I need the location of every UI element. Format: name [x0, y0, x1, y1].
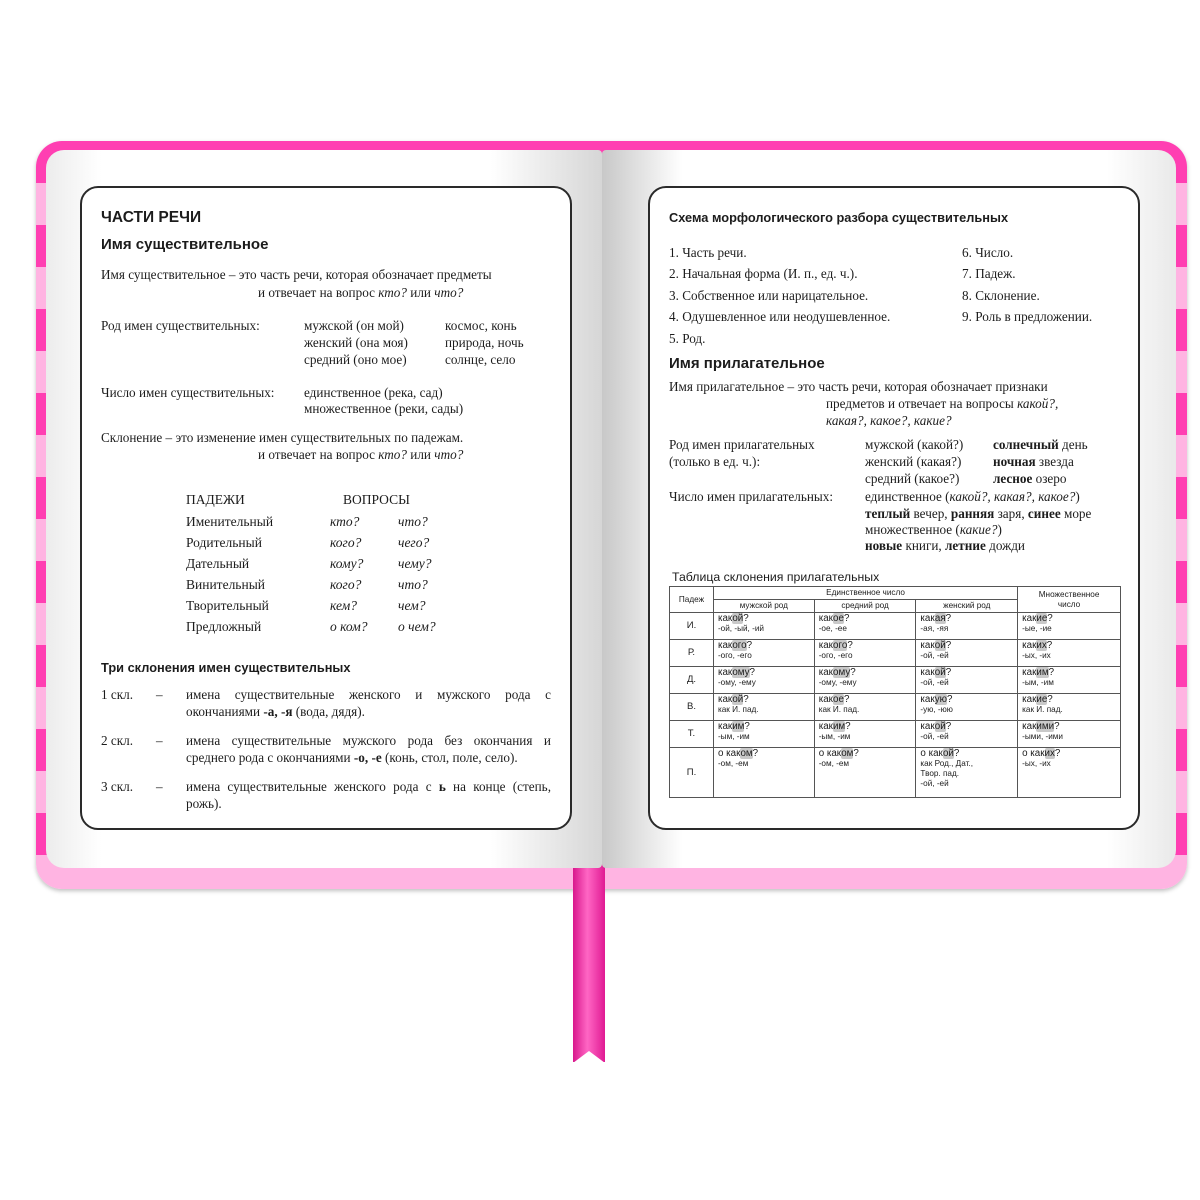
scheme-item: 4. Одушевленное или неодушевленное. — [669, 309, 891, 324]
neuter-cell: каким? -ым, -им — [814, 721, 916, 748]
feminine-cell: какой? -ой, -ей — [916, 721, 1018, 748]
scheme-item: 2. Начальная форма (И. п., ед. ч.). — [669, 266, 858, 281]
declension-line1: Склонение – это изменение имен существительных по падежам. — [101, 430, 464, 445]
neuter-cell: какому? -ому, -ему — [814, 667, 916, 694]
declension-dash: – — [156, 779, 163, 794]
scheme-item: 9. Роль в предложении. — [962, 309, 1093, 324]
table-row — [670, 640, 1121, 667]
noun-definition-line2: и отвечает на вопрос кто? или что? — [258, 285, 464, 300]
scheme-item: 1. Часть речи. — [669, 245, 747, 260]
noun-gender-kind: женский (она моя) — [304, 335, 408, 350]
masculine-cell: какой? -ой, -ый, -ий — [713, 613, 814, 640]
case-cell: П. — [670, 748, 714, 798]
feminine-cell: какая? -ая, -яя — [916, 613, 1018, 640]
header-plural: Множественное число — [1018, 587, 1121, 613]
scheme-item: 8. Склонение. — [962, 288, 1040, 303]
noun-title: Имя существительное — [101, 236, 269, 253]
case-cell: И. — [670, 613, 714, 640]
header-neuter: средний род — [814, 600, 916, 613]
declension-description: имена существительные женского рода с ь на конце (степь, рожь). — [186, 779, 551, 811]
cases-header-questions: ВОПРОСЫ — [343, 492, 410, 507]
feminine-cell: какой? -ой, -ей — [916, 667, 1018, 694]
case-cell: Р. — [670, 640, 714, 667]
masculine-cell: какой? как И. пад. — [713, 694, 814, 721]
section-title: ЧАСТИ РЕЧИ — [101, 209, 202, 226]
feminine-cell: какую? -ую, -юю — [916, 694, 1018, 721]
noun-gender-kind: средний (оно мое) — [304, 352, 407, 367]
declension-dash: – — [156, 733, 163, 748]
adjective-number-singular: единственное (какой?, какая?, какое?) — [865, 489, 1080, 504]
table-row — [670, 667, 1121, 694]
plural-cell: о каких? -ых, -их — [1018, 748, 1121, 798]
adjective-gender-kind: женский (какая?) — [865, 454, 962, 469]
adjective-gender-kind: мужской (какой?) — [865, 437, 964, 452]
feminine-cell: какой? -ой, -ей — [916, 640, 1018, 667]
noun-gender-label: Род имен существительных: — [101, 318, 260, 333]
table-header-row — [670, 587, 1121, 600]
declension-description: имена существительные мужского рода без окончания и среднего рода с окончаниями -о, -е (конь, стол, поле, село). — [186, 733, 551, 765]
masculine-cell: о каком? -ом, -ем — [713, 748, 814, 798]
adjective-definition-line1: Имя прилагательное – это часть речи, которая обозначает признаки — [669, 379, 1048, 394]
noun-number-label: Число имен существительных: — [101, 385, 275, 400]
adjective-gender-example: лесное озеро — [993, 471, 1067, 486]
neuter-cell: какое? -ое, -ее — [814, 613, 916, 640]
header-masculine: мужской род — [713, 600, 814, 613]
adjective-title: Имя прилагательное — [669, 355, 825, 372]
noun-gender-example: космос, конь — [445, 318, 517, 333]
table-row — [670, 721, 1121, 748]
neuter-cell: какое? как И. пад. — [814, 694, 916, 721]
scheme-item: 5. Род. — [669, 331, 706, 346]
masculine-cell: какому? -ому, -ему — [713, 667, 814, 694]
adjective-number-plural-examples: новые книги, летние дожди — [865, 538, 1025, 553]
bookmark-ribbon — [573, 860, 605, 1062]
adjective-gender-example: ночная звезда — [993, 454, 1074, 469]
adjective-definition-line3: какая?, какое?, какие? — [826, 413, 952, 428]
feminine-cell: о какой? как Род., Дат., Твор. пад. -ой, -ей — [916, 748, 1018, 798]
scheme-title: Схема морфологического разбора существительных — [669, 210, 1009, 225]
declension-number: 2 скл. — [101, 733, 134, 748]
case-cell: Д. — [670, 667, 714, 694]
plural-cell: каких? -ых, -их — [1018, 640, 1121, 667]
plural-cell: каким? -ым, -им — [1018, 667, 1121, 694]
masculine-cell: каким? -ым, -им — [713, 721, 814, 748]
neuter-cell: какого? -ого, -его — [814, 640, 916, 667]
three-declensions-title: Три склонения имен существительных — [101, 660, 351, 675]
adjective-gender-example: солнечный день — [993, 437, 1088, 452]
case-row: Предложный о ком? о чем? — [186, 619, 436, 634]
case-row: Винительный кого? что? — [186, 577, 428, 592]
scheme-item: 6. Число. — [962, 245, 1014, 260]
declension-line2: и отвечает на вопрос кто? или что? — [258, 447, 464, 462]
header-case: Падеж — [670, 587, 714, 613]
adjective-gender-note: (только в ед. ч.): — [669, 454, 761, 469]
case-row: Творительный кем? чем? — [186, 598, 426, 613]
noun-gender-example: природа, ночь — [445, 335, 524, 350]
plural-cell: какими? -ыми, -ими — [1018, 721, 1121, 748]
cases-header-case: ПАДЕЖИ — [186, 492, 245, 507]
declension-description: имена существительные женского и мужского рода с окончаниями -а, -я (вода, дядя). — [186, 687, 551, 719]
scheme-item: 7. Падеж. — [962, 266, 1016, 281]
adjective-declension-table — [669, 586, 1121, 798]
case-row: Дательный кому? чему? — [186, 556, 432, 571]
case-row: Родительный кого? чего? — [186, 535, 430, 550]
declension-number: 3 скл. — [101, 779, 134, 794]
adjective-number-plural: множественное (какие?) — [865, 522, 1002, 537]
noun-gender-kind: мужской (он мой) — [304, 318, 404, 333]
noun-gender-example: солнце, село — [445, 352, 516, 367]
case-cell: В. — [670, 694, 714, 721]
plural-cell: какие? -ые, -ие — [1018, 613, 1121, 640]
adjective-gender-kind: средний (какое?) — [865, 471, 960, 486]
adjective-number-singular-examples: теплый вечер, ранняя заря, синее море — [865, 506, 1092, 521]
table-row — [670, 613, 1121, 640]
case-cell: Т. — [670, 721, 714, 748]
declension-number: 1 скл. — [101, 687, 134, 702]
adjective-gender-label: Род имен прилагательных — [669, 437, 815, 452]
noun-definition-line1: Имя существительное – это часть речи, которая обозначает предметы — [101, 267, 492, 282]
adjective-definition-line2: предметов и отвечает на вопросы какой?, — [826, 396, 1059, 411]
adjective-number-label: Число имен прилагательных: — [669, 489, 834, 504]
noun-number-item: единственное (река, сад) — [304, 385, 443, 400]
case-row: Именительный кто? что? — [186, 514, 428, 529]
masculine-cell: какого? -ого, -его — [713, 640, 814, 667]
declension-dash: – — [156, 687, 163, 702]
noun-number-item: множественное (реки, сады) — [304, 401, 464, 416]
table-row — [670, 694, 1121, 721]
header-singular: Единственное число — [713, 587, 1017, 600]
table-row — [670, 748, 1121, 798]
declension-table-title: Таблица склонения прилагательных — [672, 570, 880, 584]
plural-cell: какие? как И. пад. — [1018, 694, 1121, 721]
neuter-cell: о каком? -ом, -ем — [814, 748, 916, 798]
scheme-item: 3. Собственное или нарицательное. — [669, 288, 869, 303]
header-feminine: женский род — [916, 600, 1018, 613]
